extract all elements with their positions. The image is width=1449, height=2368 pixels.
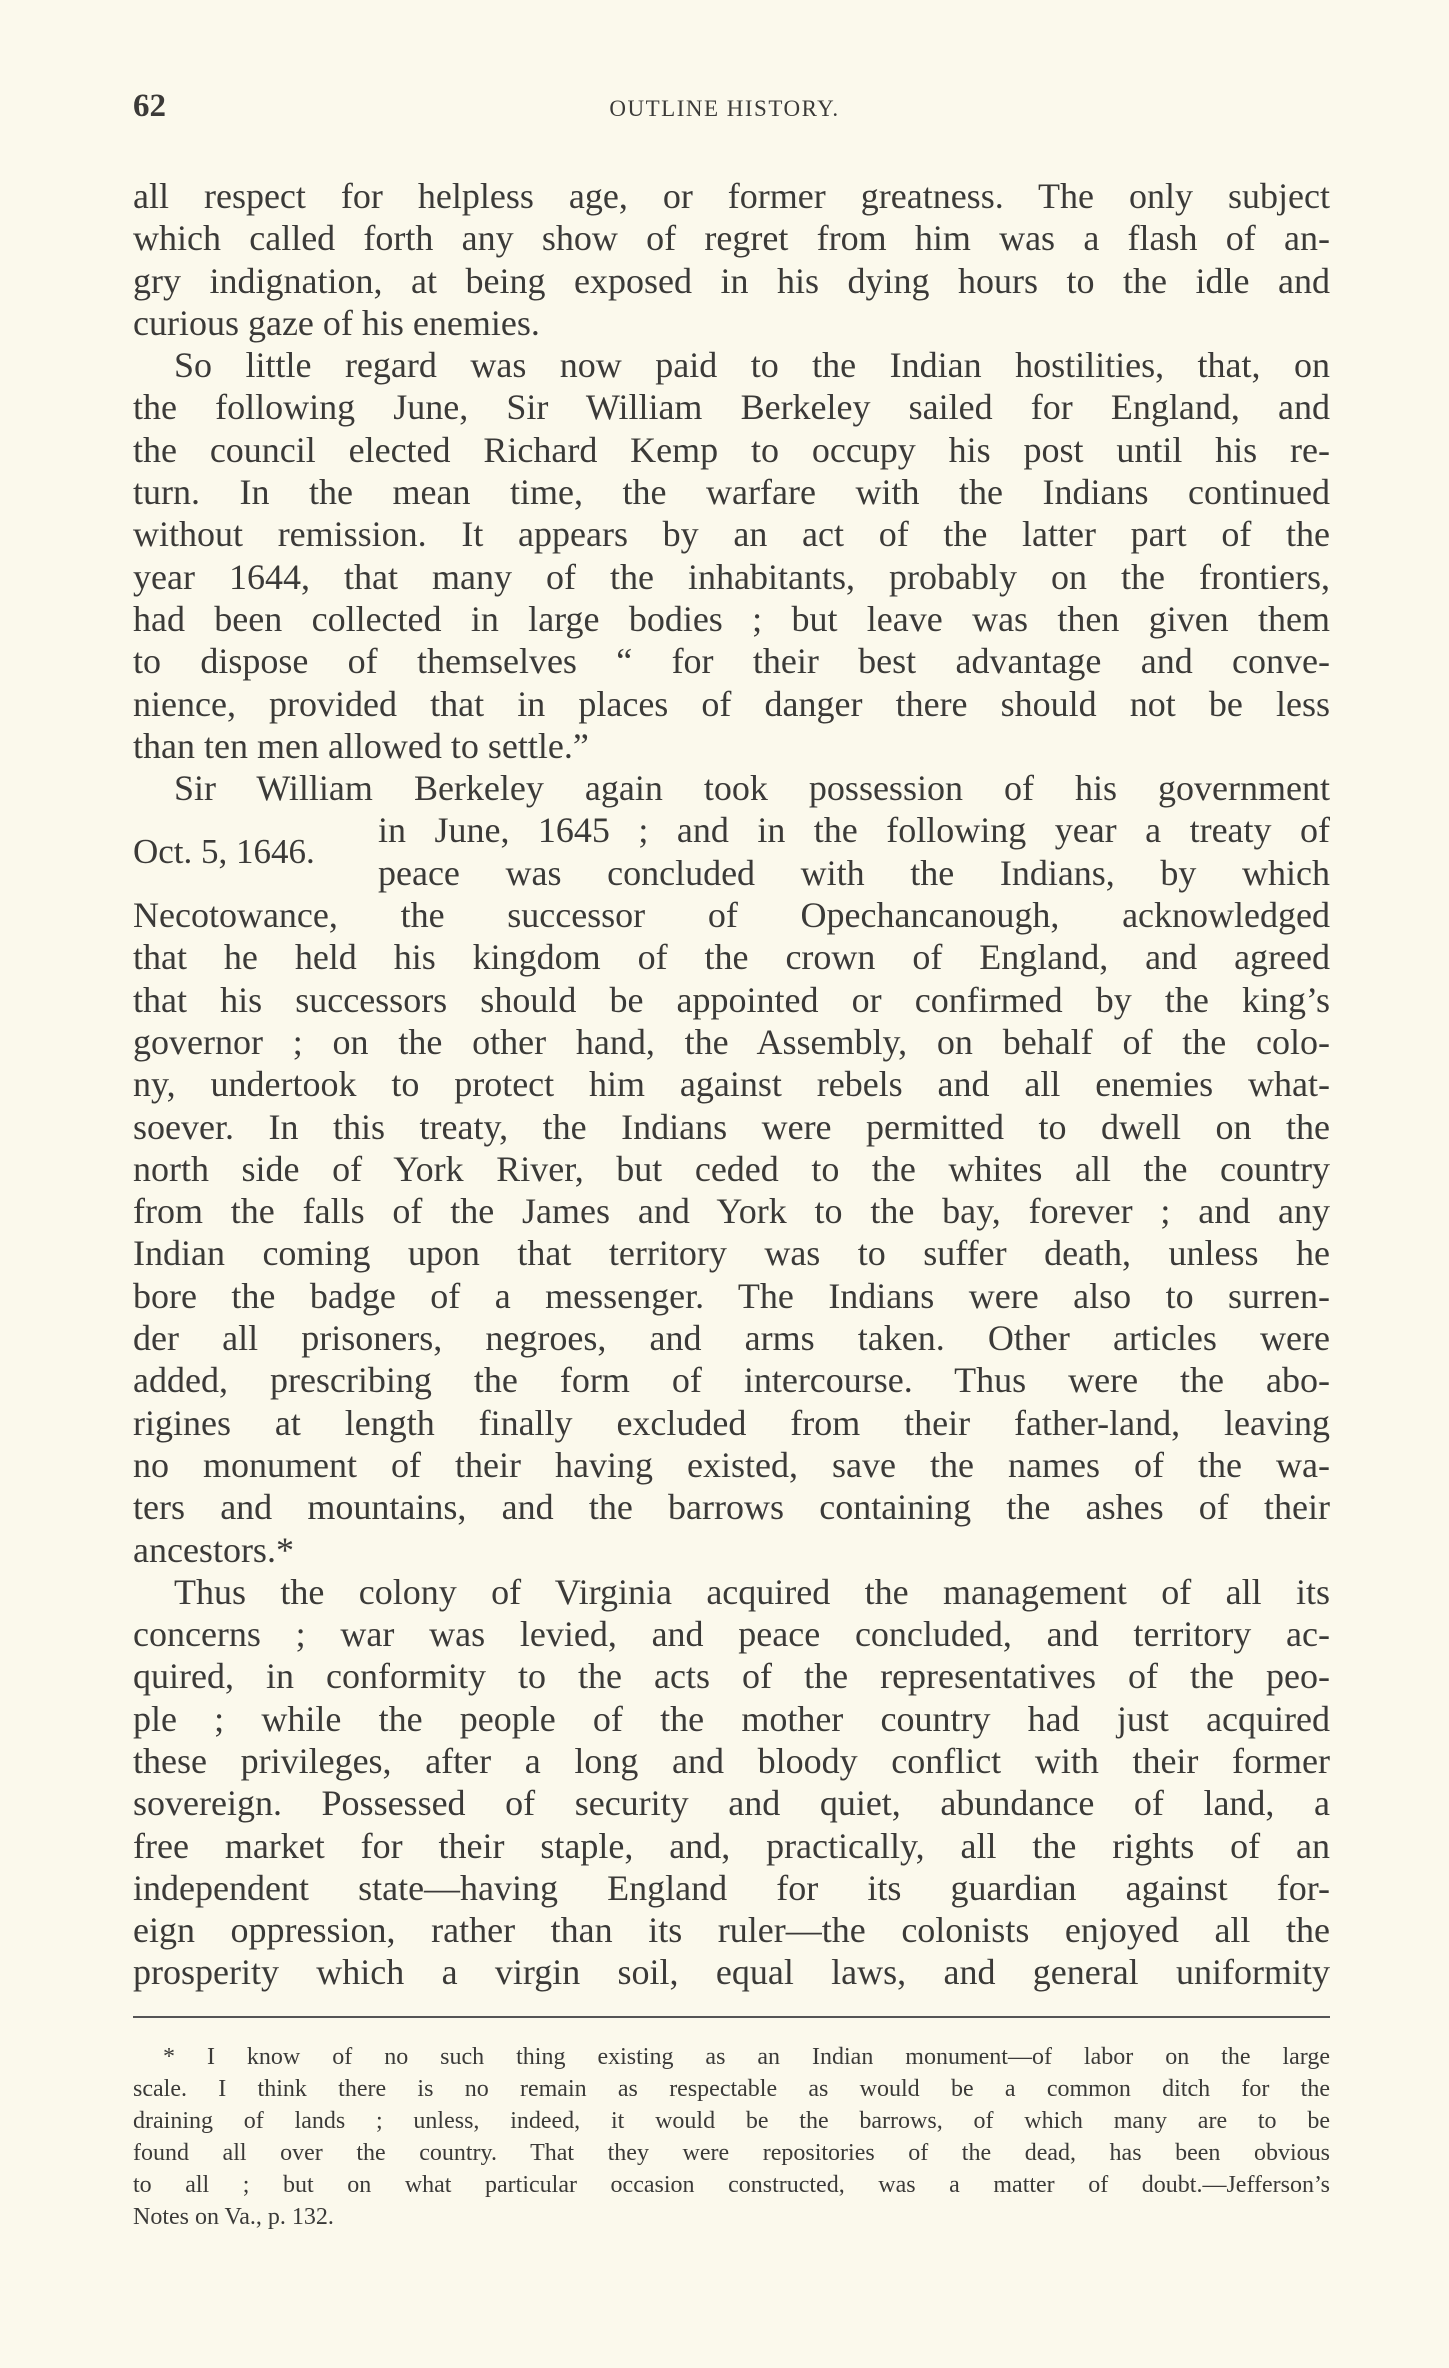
text-line: sovereign. Possessed of security and quiet, abundance of land, a <box>133 1783 1330 1824</box>
text-line: peace was concluded with the Indians, by which <box>378 852 1330 893</box>
text-line: these privileges, after a long and bloody conflict with their former <box>133 1740 1330 1781</box>
text-line: had been collected in large bodies ; but leave was then given them <box>133 598 1330 639</box>
text-line: without remission. It appears by an act of the latter part of the <box>133 514 1330 555</box>
footnotes <box>133 2041 1330 2233</box>
text-line: free market for their staple, and, practically, all the rights of an <box>133 1825 1330 1866</box>
footnote-line: Notes on Va., p. 132. <box>133 2204 334 2230</box>
text-line: der all prisoners, negroes, and arms taken. Other articles were <box>133 1318 1330 1359</box>
text-line: Indian coming upon that territory was to suffer death, unless he <box>133 1233 1330 1274</box>
text-line: in June, 1645 ; and in the following year a treaty of <box>378 810 1330 851</box>
text-line: independent state—having England for its guardian against for- <box>133 1867 1330 1908</box>
text-line: than ten men allowed to settle.” <box>133 725 589 766</box>
text-line: quired, in conformity to the acts of the representatives of the peo- <box>133 1656 1330 1697</box>
text-line: that his successors should be appointed or confirmed by the king’s <box>133 979 1330 1020</box>
text-line: which called forth any show of regret from him was a flash of an- <box>133 218 1330 259</box>
text-line: So little regard was now paid to the Indian hostilities, that, on <box>174 345 1330 386</box>
text-line: the council elected Richard Kemp to occupy his post until his re- <box>133 429 1330 470</box>
footnote-line: found all over the country. That they were repositories of the dead, has been obvious <box>133 2140 1330 2166</box>
footnote-line: draining of lands ; unless, indeed, it would be the barrows, of which many are to be <box>133 2108 1330 2134</box>
text-line: ancestors.* <box>133 1529 294 1570</box>
text-line: to dispose of themselves “ for their best advantage and conve- <box>133 641 1330 682</box>
text-line: bore the badge of a messenger. The Indians were also to surren- <box>133 1275 1330 1316</box>
paragraph <box>133 767 1330 1571</box>
text-line: that he held his kingdom of the crown of England, and agreed <box>133 937 1330 978</box>
footnote-line: to all ; but on what particular occasion constructed, was a matter of doubt.—Jefferson’s <box>133 2172 1330 2198</box>
text-line: Thus the colony of Virginia acquired the management of all its <box>174 1571 1330 1612</box>
text-line: rigines at length finally excluded from their father-land, leaving <box>133 1402 1330 1443</box>
text-line: north side of York River, but ceded to the whites all the country <box>133 1148 1330 1189</box>
margin-note: Oct. 5, 1646. <box>133 831 315 871</box>
text-line: Necotowance, the successor of Opechancanough, acknowledged <box>133 895 1330 936</box>
paragraph <box>133 175 1330 344</box>
text-line: turn. In the mean time, the warfare with the Indians continued <box>133 472 1330 513</box>
footnote-rule <box>133 2016 1330 2018</box>
text-line: governor ; on the other hand, the Assembly, on behalf of the colo- <box>133 1021 1330 1062</box>
text-line: nience, provided that in places of danger there should not be less <box>133 683 1330 724</box>
text-line: ple ; while the people of the mother country had just acquired <box>133 1698 1330 1739</box>
text-line: prosperity which a virgin soil, equal laws, and general uniformity <box>133 1952 1330 1993</box>
text-line: added, prescribing the form of intercourse. Thus were the abo- <box>133 1360 1330 1401</box>
text-line: concerns ; war was levied, and peace concluded, and territory ac- <box>133 1614 1330 1655</box>
footnote-line: scale. I think there is no remain as respectable as would be a common ditch for the <box>133 2076 1330 2102</box>
paragraph <box>133 344 1330 767</box>
text-line: from the falls of the James and York to the bay, forever ; and any <box>133 1191 1330 1232</box>
text-line: ny, undertook to protect him against rebels and all enemies what- <box>133 1064 1330 1105</box>
body-text <box>133 175 1330 1994</box>
footnote-line: * I know of no such thing existing as an Indian monument—of labor on the large <box>163 2044 1330 2070</box>
text-line: soever. In this treaty, the Indians were permitted to dwell on the <box>133 1106 1330 1147</box>
text-line: ters and mountains, and the barrows containing the ashes of their <box>133 1487 1330 1528</box>
text-line: gry indignation, at being exposed in his dying hours to the idle and <box>133 260 1330 301</box>
text-line: Sir William Berkeley again took possession of his government <box>174 768 1330 809</box>
text-line: year 1644, that many of the inhabitants, probably on the frontiers, <box>133 556 1330 597</box>
text-line: curious gaze of his enemies. <box>133 302 540 343</box>
text-line: all respect for helpless age, or former greatness. The only subject <box>133 176 1330 216</box>
page-number: 62 <box>133 88 166 124</box>
text-line: no monument of their having existed, save the names of the wa- <box>133 1444 1330 1485</box>
text-line: the following June, Sir William Berkeley sailed for England, and <box>133 387 1330 428</box>
text-line: eign oppression, rather than its ruler—the colonists enjoyed all the <box>133 1910 1330 1951</box>
paragraph <box>133 1571 1330 1994</box>
running-head: OUTLINE HISTORY. <box>609 96 840 121</box>
